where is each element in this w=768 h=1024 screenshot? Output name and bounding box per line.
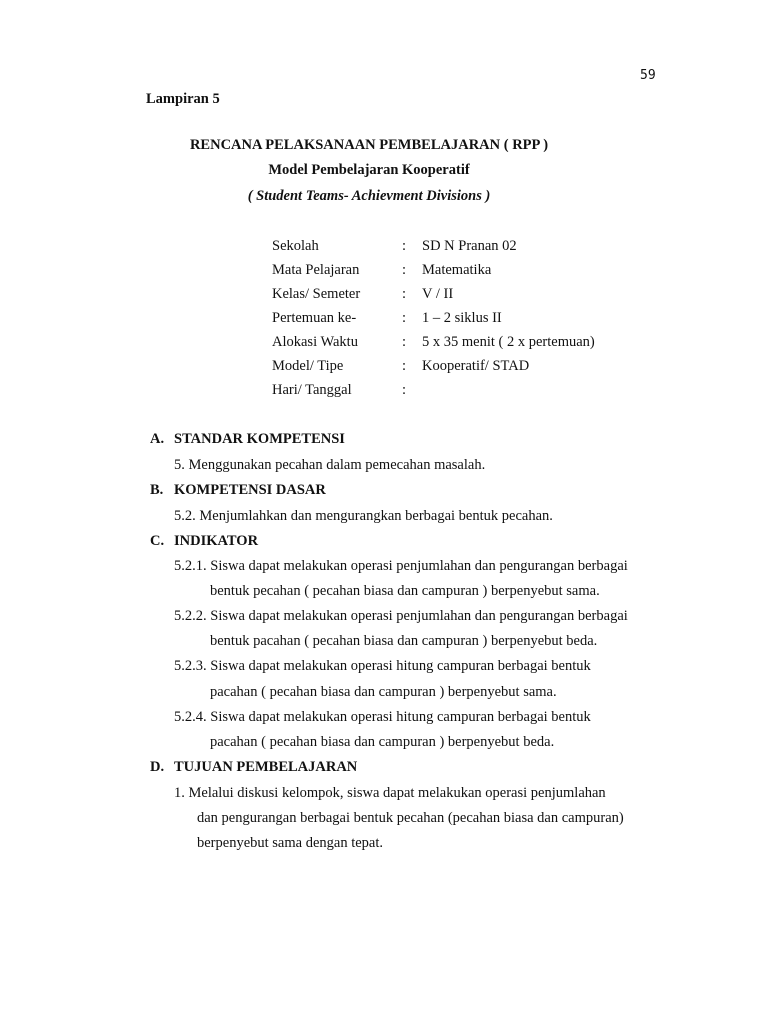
document-subtitle: Model Pembelajaran Kooperatif [268,162,470,178]
info-colon: : [402,334,407,350]
info-row-time [272,330,595,354]
info-colon: : [402,358,407,374]
indicator-item-1: 5.2.1. Siswa dapat melakukan operasi penjumlahan dan pengurangan berbagai [174,558,628,574]
section-b-item: 5.2. Menjumlahkan dan mengurangkan berbagai bentuk pecahan. [174,508,553,524]
indicator-item-2-cont: bentuk pacahan ( pecahan biasa dan campuran ) berpenyebut beda. [210,633,598,649]
objective-item-1-cont: dan pengurangan berbagai bentuk pecahan (pecahan biasa dan campuran) [197,810,624,826]
info-value: Matematika [422,262,492,278]
section-title: INDIKATOR [174,533,259,549]
info-value: 1 – 2 siklus II [422,310,502,326]
indicator-item-4: 5.2.4. Siswa dapat melakukan operasi hitung campuran berbagai bentuk [174,709,591,725]
indicator-item-3: 5.2.3. Siswa dapat melakukan operasi hitung campuran berbagai bentuk [174,658,591,674]
info-label: Alokasi Waktu [272,334,358,350]
info-value: SD N Pranan 02 [422,238,517,254]
section-letter: D. [150,759,165,775]
info-colon: : [402,286,407,302]
section-a-item: 5. Menggunakan pecahan dalam pemecahan masalah. [174,457,486,473]
indicator-item-3-cont: pacahan ( pecahan biasa dan campuran ) berpenyebut sama. [210,684,557,700]
section-c-heading [150,533,258,550]
section-title: STANDAR KOMPETENSI [174,431,345,447]
info-label: Model/ Tipe [272,358,344,374]
indicator-item-1-cont: bentuk pecahan ( pecahan biasa dan campuran ) berpenyebut sama. [210,583,600,599]
appendix-label: Lampiran 5 [146,91,220,107]
document-title: RENCANA PELAKSANAAN PEMBELAJARAN ( RPP ) [189,137,549,153]
info-row-subject [272,258,595,282]
identity-table [272,234,595,402]
section-letter: C. [150,533,165,549]
info-label: Hari/ Tanggal [272,382,352,398]
info-colon: : [402,238,407,254]
section-b-heading [150,482,326,499]
section-letter: A. [150,431,165,447]
section-letter: B. [150,482,164,498]
info-row-date [272,378,595,402]
info-label: Kelas/ Semeter [272,286,361,302]
info-label: Sekolah [272,238,319,254]
info-label: Pertemuan ke- [272,310,357,326]
info-colon: : [402,310,407,326]
info-label: Mata Pelajaran [272,262,360,278]
info-value: 5 x 35 menit ( 2 x pertemuan) [422,334,595,350]
info-row-class [272,282,595,306]
section-a-heading [150,431,345,448]
indicator-item-4-cont: pacahan ( pecahan biasa dan campuran ) berpenyebut beda. [210,734,555,750]
info-row-meeting [272,306,595,330]
page-number: 59 [640,68,656,83]
section-title: TUJUAN PEMBELAJARAN [174,759,358,775]
objective-item-1-cont-2: berpenyebut sama dengan tepat. [197,835,384,851]
info-row-model [272,354,595,378]
section-title: KOMPETENSI DASAR [174,482,326,498]
info-value: Kooperatif/ STAD [422,358,530,374]
section-d-heading [150,759,357,776]
objective-item-1: 1. Melalui diskusi kelompok, siswa dapat melakukan operasi penjumlahan [174,785,606,801]
info-colon: : [402,262,407,278]
info-colon: : [402,382,407,398]
info-value: V / II [422,286,454,302]
document-model-name: ( Student Teams- Achievment Divisions ) [247,188,491,204]
info-row-school [272,234,595,258]
indicator-item-2: 5.2.2. Siswa dapat melakukan operasi penjumlahan dan pengurangan berbagai [174,608,628,624]
